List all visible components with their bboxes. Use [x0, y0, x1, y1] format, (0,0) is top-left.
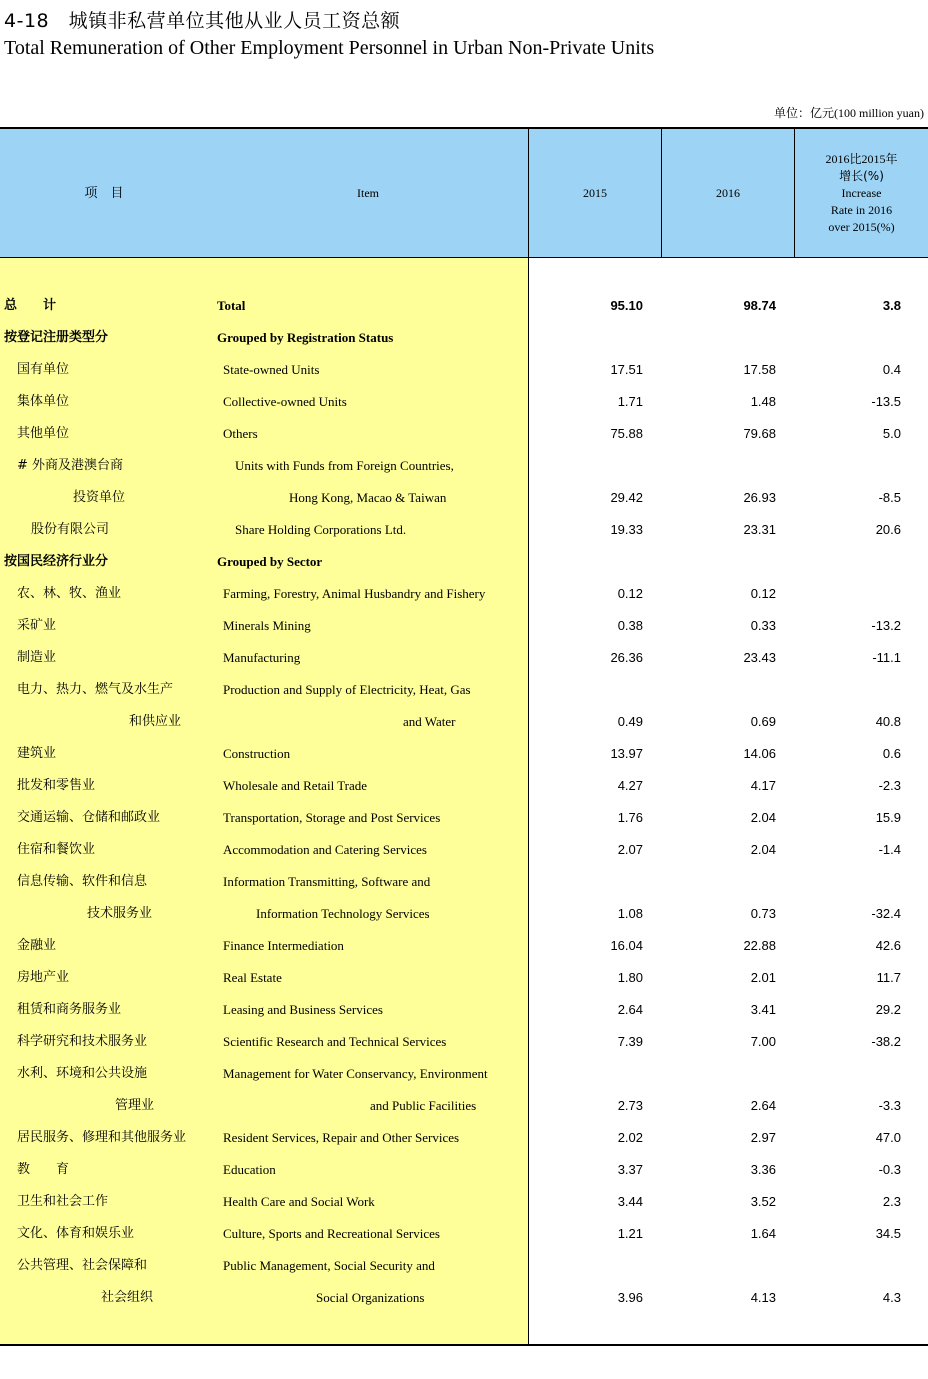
item-label-cn: 技术服务业: [87, 906, 153, 921]
table-row: [0, 642, 928, 674]
increase-rate: [791, 322, 901, 354]
unit-label: 单位：亿元(100 million yuan): [774, 106, 924, 120]
value-2015: [533, 546, 643, 578]
value-2016: 4.13: [750, 1290, 776, 1305]
item-label-cn: 股份有限公司: [31, 522, 110, 537]
item-label-en: Construction: [223, 746, 291, 761]
increase-rate: 20.6: [875, 522, 901, 537]
increase-rate: -13.2: [871, 618, 901, 633]
increase-rate: 29.2: [875, 1002, 901, 1017]
item-label-cn: 交通运输、仓储和邮政业: [17, 810, 161, 825]
value-2015: 0.38: [617, 618, 643, 633]
table-row: [0, 482, 928, 514]
value-2016: 0.33: [750, 618, 776, 633]
increase-rate: 15.9: [875, 810, 901, 825]
increase-rate: 47.0: [875, 1130, 901, 1145]
item-label-en: Farming, Forestry, Animal Husbandry and Fishery: [223, 586, 486, 601]
item-label-cn: 文化、体育和娱乐业: [17, 1226, 135, 1241]
value-2016: 4.17: [750, 778, 776, 793]
item-label-en: Others: [223, 426, 258, 441]
increase-rate: -2.3: [878, 778, 901, 793]
item-label-en: Hong Kong, Macao & Taiwan: [289, 490, 447, 505]
table-row: [0, 514, 928, 546]
item-label-cn: 按国民经济行业分: [4, 554, 109, 569]
header-divider: [661, 129, 662, 258]
value-2015: [533, 450, 643, 482]
value-2015: 2.02: [617, 1130, 643, 1145]
value-2016: [666, 674, 776, 706]
value-2016: 2.01: [750, 970, 776, 985]
table-row: [0, 994, 928, 1026]
value-2016: 79.68: [743, 426, 776, 441]
table-row: [0, 290, 928, 322]
header-divider: [528, 129, 529, 258]
value-2015: 7.39: [617, 1034, 643, 1049]
value-2016: 23.43: [743, 650, 776, 665]
item-label-cn: 制造业: [17, 650, 57, 665]
value-2016: 22.88: [743, 938, 776, 953]
item-label-cn: 居民服务、修理和其他服务业: [17, 1130, 187, 1145]
item-label-en: Resident Services, Repair and Other Services: [223, 1130, 460, 1145]
table-row: [0, 1154, 928, 1186]
value-2015: 1.80: [617, 970, 643, 985]
value-2015: [533, 674, 643, 706]
item-label-cn: 社会组织: [101, 1290, 154, 1305]
value-2015: 19.33: [610, 522, 643, 537]
value-2015: 3.44: [617, 1194, 643, 1209]
header-2015: 2015: [583, 186, 607, 200]
increase-rate: 40.8: [875, 714, 901, 729]
value-2016: 1.64: [750, 1226, 776, 1241]
table-row: [0, 1058, 928, 1090]
increase-rate: [791, 546, 901, 578]
item-label-en: Information Technology Services: [256, 906, 430, 921]
increase-rate: -1.4: [878, 842, 901, 857]
value-2015: 3.37: [617, 1162, 643, 1177]
table-row: [0, 610, 928, 642]
table-row: [0, 962, 928, 994]
item-label-cn: 管理业: [115, 1098, 155, 1113]
value-2016: 26.93: [743, 490, 776, 505]
item-label-en: Social Organizations: [316, 1290, 425, 1305]
increase-rate: [791, 866, 901, 898]
table-row: [0, 546, 928, 578]
item-label-en: Leasing and Business Services: [223, 1002, 383, 1017]
table-row: [0, 866, 928, 898]
value-2016: 7.00: [750, 1034, 776, 1049]
value-2015: 2.64: [617, 1002, 643, 1017]
value-2016: [666, 1250, 776, 1282]
table-row: [0, 1090, 928, 1122]
value-2016: 17.58: [743, 362, 776, 377]
increase-rate: [791, 578, 901, 610]
value-2015: 2.73: [617, 1098, 643, 1113]
value-2016: 2.97: [750, 1130, 776, 1145]
header-item-en: Item: [357, 186, 379, 200]
item-label-en: Manufacturing: [223, 650, 301, 665]
value-2016: [666, 1058, 776, 1090]
item-label-en: Scientific Research and Technical Services: [223, 1034, 447, 1049]
increase-rate: -11.1: [872, 650, 901, 665]
item-label-en: Management for Water Conservancy, Environment: [223, 1066, 488, 1081]
value-2016: 0.12: [750, 586, 776, 601]
item-label-en: Culture, Sports and Recreational Services: [223, 1226, 440, 1241]
value-2016: 0.73: [750, 906, 776, 921]
value-2015: 75.88: [610, 426, 643, 441]
increase-rate: 0.6: [882, 746, 901, 761]
item-label-cn: 和供应业: [129, 714, 182, 729]
item-label-en: Grouped by Registration Status: [217, 330, 394, 345]
item-label-en: Health Care and Social Work: [223, 1194, 375, 1209]
increase-rate: 42.6: [875, 938, 901, 953]
item-label-en: Wholesale and Retail Trade: [223, 778, 368, 793]
table-row: [0, 674, 928, 706]
value-2015: 4.27: [617, 778, 643, 793]
item-label-en: Information Transmitting, Software and: [223, 874, 431, 889]
table-row: [0, 1122, 928, 1154]
table-row: [0, 322, 928, 354]
table-row: [0, 834, 928, 866]
table-row: [0, 1186, 928, 1218]
value-2015: 95.10: [610, 298, 643, 313]
table-row: [0, 898, 928, 930]
item-label-cn: 科学研究和技术服务业: [17, 1034, 148, 1049]
item-label-en: Finance Intermediation: [223, 938, 344, 953]
value-2015: 0.12: [617, 586, 643, 601]
value-2016: 23.31: [743, 522, 776, 537]
value-2016: [666, 322, 776, 354]
table-title-chinese: 4-18 城镇非私营单位其他从业人员工资总额: [4, 10, 401, 32]
table-title-english: Total Remuneration of Other Employment Personnel in Urban Non-Private Units: [4, 37, 655, 59]
item-label-cn: 住宿和餐饮业: [17, 842, 96, 857]
value-2016: [666, 450, 776, 482]
table-row: [0, 1282, 928, 1314]
header-increase-line: Rate in 2016: [830, 203, 893, 217]
value-2016: 14.06: [743, 746, 776, 761]
table-row: [0, 738, 928, 770]
value-2015: 16.04: [610, 938, 643, 953]
table-row: [0, 706, 928, 738]
value-2016: 0.69: [750, 714, 776, 729]
value-2015: 2.07: [617, 842, 643, 857]
item-label-en: Total: [217, 298, 246, 313]
increase-rate: -38.2: [871, 1034, 901, 1049]
item-label-en: Real Estate: [223, 970, 282, 985]
table-row: [0, 386, 928, 418]
value-2015: 26.36: [610, 650, 643, 665]
increase-rate: [791, 674, 901, 706]
increase-rate: 2.3: [882, 1194, 901, 1209]
value-2016: 2.64: [750, 1098, 776, 1113]
increase-rate: [791, 1250, 901, 1282]
increase-rate: -0.3: [878, 1162, 901, 1177]
value-2015: [533, 1058, 643, 1090]
item-label-cn: 电力、热力、燃气及水生产: [17, 682, 174, 697]
value-2016: 1.48: [750, 394, 776, 409]
item-label-cn: 按登记注册类型分: [4, 330, 109, 345]
header-increase-line: over 2015(%): [828, 220, 895, 234]
table-row: [0, 802, 928, 834]
value-2015: 17.51: [610, 362, 643, 377]
header-increase-line: 2016比2015年: [825, 152, 898, 166]
item-label-cn: 投资单位: [73, 490, 126, 505]
item-label-cn: 房地产业: [17, 970, 70, 985]
increase-rate: [791, 450, 901, 482]
item-label-en: Minerals Mining: [223, 618, 311, 633]
value-2015: [533, 1250, 643, 1282]
value-2016: 2.04: [750, 810, 776, 825]
value-2015: 3.96: [617, 1290, 643, 1305]
item-label-cn: 卫生和社会工作: [17, 1194, 109, 1209]
item-label-en: Grouped by Sector: [217, 554, 323, 569]
item-label-cn: 批发和零售业: [17, 778, 96, 793]
value-2016: 98.74: [743, 298, 776, 313]
item-label-cn: 建筑业: [17, 746, 57, 761]
item-label-cn: 信息传输、软件和信息: [17, 874, 148, 889]
increase-rate: 5.0: [882, 426, 901, 441]
value-2015: 0.49: [617, 714, 643, 729]
increase-rate: 34.5: [875, 1226, 901, 1241]
increase-rate: 3.8: [882, 298, 901, 313]
value-2015: 13.97: [610, 746, 643, 761]
item-label-cn: 国有单位: [17, 362, 70, 377]
table-row: [0, 418, 928, 450]
item-label-cn: 总 计: [4, 298, 57, 313]
item-label-en: and Water: [403, 714, 456, 729]
table-row: [0, 450, 928, 482]
table-row: [0, 1218, 928, 1250]
increase-rate: 11.7: [876, 970, 901, 985]
increase-rate: -13.5: [871, 394, 901, 409]
item-label-cn: 采矿业: [17, 618, 57, 633]
item-label-cn: # 外商及港澳台商: [17, 458, 124, 473]
increase-rate: 4.3: [882, 1290, 901, 1305]
item-label-en: Share Holding Corporations Ltd.: [235, 522, 407, 537]
item-label-en: Production and Supply of Electricity, Heat, Gas: [223, 682, 471, 697]
item-label-cn: 公共管理、社会保障和: [17, 1258, 148, 1273]
table-row: [0, 354, 928, 386]
increase-rate: 0.4: [882, 362, 901, 377]
header-increase-line: 增长(%): [839, 169, 884, 183]
value-2016: 3.41: [750, 1002, 776, 1017]
value-2016: 2.04: [750, 842, 776, 857]
item-label-en: Collective-owned Units: [223, 394, 347, 409]
item-label-en: Accommodation and Catering Services: [223, 842, 427, 857]
value-2015: 1.21: [617, 1226, 643, 1241]
value-2015: 1.71: [617, 394, 643, 409]
table-header: [0, 127, 928, 258]
increase-rate: -3.3: [878, 1098, 901, 1113]
table-bottom-rule: [0, 1344, 928, 1346]
item-label-en: and Public Facilities: [370, 1098, 477, 1113]
table-row: [0, 1026, 928, 1058]
value-2015: 1.08: [617, 906, 643, 921]
increase-rate: -8.5: [878, 490, 901, 505]
table-row: [0, 930, 928, 962]
item-label-en: Education: [223, 1162, 276, 1177]
increase-rate: [791, 1058, 901, 1090]
item-label-cn: 水利、环境和公共设施: [17, 1066, 148, 1081]
item-label-en: Public Management, Social Security and: [223, 1258, 435, 1273]
header-increase-line: Increase: [841, 186, 882, 200]
value-2016: [666, 546, 776, 578]
value-2016: 3.36: [750, 1162, 776, 1177]
value-2015: [533, 322, 643, 354]
item-label-cn: 农、林、牧、渔业: [17, 586, 122, 601]
value-2016: [666, 866, 776, 898]
value-2015: 1.76: [617, 810, 643, 825]
table-row: [0, 578, 928, 610]
item-label-en: Units with Funds from Foreign Countries,: [235, 458, 454, 473]
item-label-cn: 教 育: [17, 1162, 70, 1177]
value-2015: [533, 866, 643, 898]
item-label-cn: 集体单位: [17, 394, 70, 409]
header-increase-rate: [795, 129, 928, 258]
item-label-en: Transportation, Storage and Post Services: [223, 810, 441, 825]
header-divider: [794, 129, 795, 258]
item-label-cn: 租赁和商务服务业: [17, 1002, 122, 1017]
value-2016: 3.52: [750, 1194, 776, 1209]
header-2016: 2016: [716, 186, 740, 200]
increase-rate: -32.4: [871, 906, 901, 921]
value-2015: 29.42: [610, 490, 643, 505]
table-row: [0, 1250, 928, 1282]
item-label-en: State-owned Units: [223, 362, 320, 377]
header-item-cn: 项 目: [84, 186, 124, 201]
item-label-cn: 其他单位: [17, 426, 70, 441]
item-label-cn: 金融业: [17, 938, 57, 953]
table-row: [0, 770, 928, 802]
